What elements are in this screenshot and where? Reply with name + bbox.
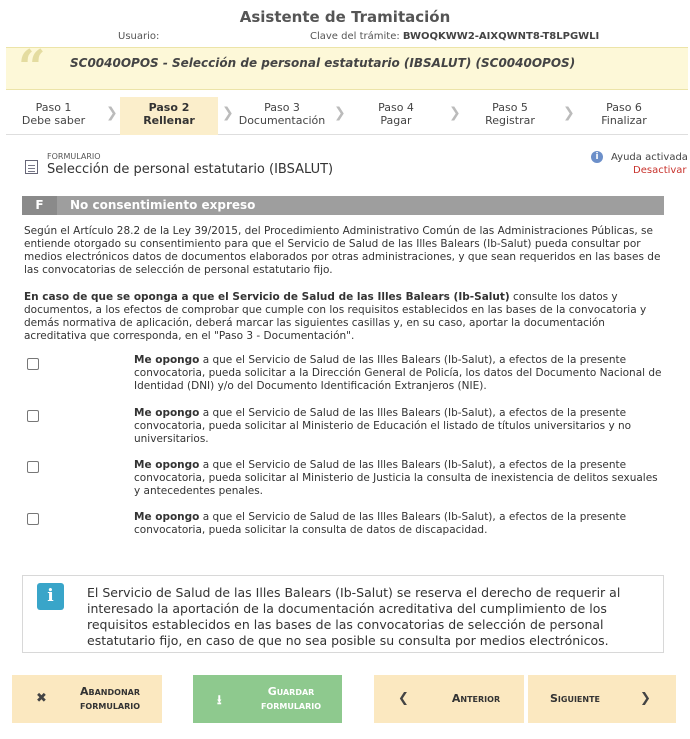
step-number: Paso 2 [148, 101, 190, 114]
step-number: Paso 6 [606, 101, 642, 114]
user-label: Usuario: [118, 31, 160, 42]
section-title: No consentimiento expreso [70, 198, 256, 212]
abandon-line1: Abandonar [80, 685, 140, 698]
step-number: Paso 1 [35, 101, 72, 114]
tramite-key-value: BWOQKWW2-AIXQWNT8-T8LPGWLI [402, 31, 600, 42]
step-1[interactable] [6, 97, 101, 135]
step-5[interactable] [460, 97, 560, 135]
checkbox-text: a que el Servicio de Salud de las Illes Balears (Ib-Salut), a efectos de la presente convocatoria, pueda solicitar a la Dirección General de Policía, los datos del Documento Nacional de Identidad (DNI) y/o del Documento Identificación Extranjeros (NIE). [134, 354, 662, 392]
previous-button[interactable] [374, 675, 524, 723]
save-line2: formulario [260, 699, 322, 712]
steps-nav [6, 97, 688, 135]
checkbox-text: a que el Servicio de Salud de las Illes Balears (Ib-Salut), a efectos de la presente convocatoria, pueda solicitar la consulta de datos de discapacidad. [134, 511, 627, 536]
procedure-header [6, 40, 688, 96]
opposition-paragraph-rest: consulte los datos y documentos, a los efectos de comprobar que cumple con los requisitos establecidos en las bases de la convocatoria y demás normativa de aplicación, deberá marcar las siguientes casillas y, en su caso, aportar la documentación acreditativa que corresponda, en el "Paso 3 - Documentación". [24, 291, 647, 342]
oppose-titles-checkbox[interactable] [27, 410, 39, 422]
oppose-criminal-record-label [134, 459, 664, 498]
next-label: Siguiente [549, 692, 601, 705]
next-button[interactable] [528, 675, 676, 723]
tramite-key-label: Clave del trámite: [310, 31, 400, 42]
oppose-titles-label [134, 407, 664, 446]
chevron-right-icon: ❯ [106, 105, 118, 121]
step-label: Debe saber [21, 114, 86, 127]
consent-paragraph: Según el Artículo 28.2 de la Ley 39/2015, del Procedimiento Administrativo Común de las Administraciones Públicas, se entiende otorgado su consentimiento para que el Servicio de Salud de las Illes Balears (Ib-Salut) pueda consultar por medios electrónicos datos de documentos elaborados por otras administraciones, y que sean requeridos en las bases de las convocatorias de selección de personal estatutario fijo. [24, 225, 661, 276]
oppose-criminal-record-checkbox[interactable] [27, 461, 39, 473]
oppose-keyword: Me opongo [134, 354, 200, 366]
close-icon: ✖ [36, 691, 47, 706]
abandon-form-button[interactable] [12, 675, 162, 723]
chevron-right-icon: ❯ [640, 691, 651, 706]
help-status: Ayuda activada [611, 152, 688, 163]
chevron-left-icon: ❮ [398, 691, 409, 706]
chevron-right-icon: ❯ [563, 105, 575, 121]
step-label: Registrar [485, 114, 535, 127]
step-label: Pagar [380, 114, 412, 127]
opposition-paragraph-bold: En caso de que se oponga a que el Servicio de Salud de las Illes Balears (Ib-Salut) [24, 291, 510, 303]
quote-icon: “ [18, 40, 46, 96]
oppose-keyword: Me opongo [134, 407, 200, 419]
step-label: Documentación [238, 114, 326, 127]
oppose-disability-label [134, 511, 664, 537]
save-line1: Guardar [267, 685, 315, 698]
step-label: Finalizar [601, 114, 647, 127]
download-icon: ⭳ [217, 693, 222, 708]
help-icon: i [591, 151, 603, 163]
section-letter: F [22, 196, 57, 215]
step-label: Rellenar [143, 114, 195, 127]
step-number: Paso 4 [378, 101, 414, 114]
procedure-title: SC0040OPOS - Selección de personal estatutario (IBSALUT) (SC0040OPOS) [70, 56, 576, 70]
step-6[interactable] [574, 97, 674, 135]
previous-label: Anterior [451, 692, 501, 705]
save-form-button[interactable] [193, 675, 342, 723]
abandon-line2: formulario [79, 699, 141, 712]
step-4[interactable] [346, 97, 446, 135]
oppose-dni-label [134, 354, 664, 393]
step-number: Paso 3 [264, 101, 300, 114]
section-header [22, 196, 664, 215]
chevron-right-icon: ❯ [334, 105, 346, 121]
chevron-right-icon: ❯ [449, 105, 461, 121]
info-box [22, 575, 664, 653]
form-title: Selección de personal estatutario (IBSALUT) [47, 162, 334, 177]
checkbox-text: a que el Servicio de Salud de las Illes Balears (Ib-Salut), a efectos de la presente convocatoria, pueda solicitar al Ministerio de Educación el listado de títulos universitarios y no universitarios. [134, 407, 632, 445]
oppose-keyword: Me opongo [134, 459, 200, 471]
info-text: El Servicio de Salud de las Illes Balears (Ib-Salut) se reserva el derecho de requerir al interesado la aportación de la documentación acreditativa del cumplimiento de los requisitos establecidos en las bases de las convocatorias de selección de personal estatutario fijo, en caso de que no sea posible su consulta por medios electrónicos. [87, 585, 621, 648]
oppose-dni-checkbox[interactable] [27, 358, 39, 370]
step-2[interactable] [120, 97, 218, 135]
form-label: FORMULARIO [47, 152, 101, 161]
oppose-disability-checkbox[interactable] [27, 513, 39, 525]
deactivate-help-link[interactable]: Desactivar [633, 165, 687, 176]
step-number: Paso 5 [492, 101, 528, 114]
tramite-key [310, 31, 599, 42]
app-title: Asistente de Tramitación [239, 8, 451, 26]
info-icon: i [37, 583, 64, 610]
abandon-form-label [64, 685, 156, 713]
oppose-keyword: Me opongo [134, 511, 200, 523]
opposition-paragraph [24, 291, 664, 343]
document-icon [25, 160, 38, 174]
chevron-right-icon: ❯ [222, 105, 234, 121]
save-form-label [248, 685, 334, 713]
step-3[interactable] [232, 97, 332, 135]
checkbox-text: a que el Servicio de Salud de las Illes Balears (Ib-Salut), a efectos de la presente convocatoria, pueda solicitar al Ministerio de Justicia la consulta de inexistencia de delitos sexuales y antecedentes penales. [134, 459, 658, 497]
